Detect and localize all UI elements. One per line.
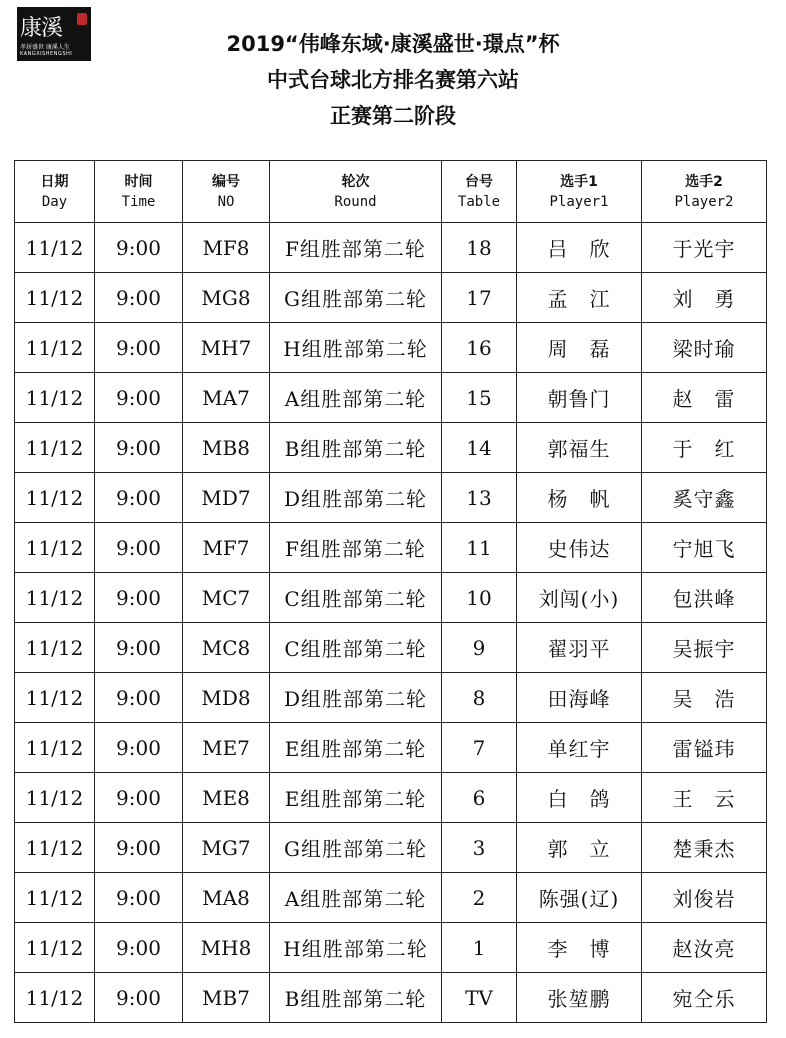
match-no-cell: MB8 — [183, 423, 270, 473]
time-cell: 9:00 — [95, 973, 183, 1023]
table-no-cell: 8 — [442, 673, 517, 723]
player2-cell: 吴振宇 — [642, 623, 767, 673]
player2-cell: 梁时瑜 — [642, 323, 767, 373]
column-header-zh: 台号 — [465, 173, 493, 190]
time-cell: 9:00 — [95, 223, 183, 273]
round-cell: F组胜部第二轮 — [270, 523, 442, 573]
day-cell: 11/12 — [15, 873, 95, 923]
player1-cell: 吕 欣 — [517, 223, 642, 273]
table-row — [15, 973, 767, 1023]
time-cell: 9:00 — [95, 673, 183, 723]
time-cell: 9:00 — [95, 373, 183, 423]
player1-cell: 陈强(辽) — [517, 873, 642, 923]
column-header-en: Time — [121, 193, 156, 210]
table-no-cell: 2 — [442, 873, 517, 923]
day-cell: 11/12 — [15, 723, 95, 773]
time-cell: 9:00 — [95, 323, 183, 373]
player1-cell: 郭福生 — [517, 423, 642, 473]
player1-cell: 单红宇 — [517, 723, 642, 773]
table-no-cell: 1 — [442, 923, 517, 973]
time-cell: 9:00 — [95, 523, 183, 573]
day-cell: 11/12 — [15, 223, 95, 273]
column-header-zh: 轮次 — [341, 173, 370, 190]
table-no-cell: TV — [442, 973, 517, 1023]
player2-cell: 赵汝亮 — [642, 923, 767, 973]
title-line-2: 中式台球北方排名赛第六站 — [267, 68, 519, 92]
column-header — [442, 161, 517, 223]
column-header — [15, 161, 95, 223]
match-no-cell: MA7 — [183, 373, 270, 423]
logo-main-text: 康溪 — [20, 16, 63, 41]
column-header-zh: 日期 — [40, 173, 69, 190]
column-header-zh: 选手2 — [685, 173, 723, 190]
logo-seal — [77, 13, 87, 25]
table-row — [15, 723, 767, 773]
match-no-cell: ME7 — [183, 723, 270, 773]
table-no-cell: 3 — [442, 823, 517, 873]
day-cell: 11/12 — [15, 523, 95, 573]
table-row — [15, 673, 767, 723]
schedule-table — [14, 160, 767, 1023]
table-row — [15, 523, 767, 573]
column-header-en: Day — [41, 193, 68, 210]
table-no-cell: 13 — [442, 473, 517, 523]
match-no-cell: MG7 — [183, 823, 270, 873]
round-cell: D组胜部第二轮 — [270, 673, 442, 723]
player1-cell: 周 磊 — [517, 323, 642, 373]
table-row — [15, 223, 767, 273]
round-cell: F组胜部第二轮 — [270, 223, 442, 273]
player1-cell: 李 博 — [517, 923, 642, 973]
column-header-en: NO — [217, 193, 235, 210]
column-header — [95, 161, 183, 223]
time-cell: 9:00 — [95, 923, 183, 973]
time-cell: 9:00 — [95, 823, 183, 873]
table-row — [15, 923, 767, 973]
column-header-en: Player2 — [674, 193, 734, 210]
table-no-cell: 16 — [442, 323, 517, 373]
document-title — [0, 26, 786, 134]
player2-cell: 吴 浩 — [642, 673, 767, 723]
day-cell: 11/12 — [15, 473, 95, 523]
table-header-row — [15, 161, 767, 223]
logo-pinyin: KANGXISHENGSHI — [20, 51, 73, 57]
player1-cell: 刘闯(小) — [517, 573, 642, 623]
day-cell: 11/12 — [15, 923, 95, 973]
column-header-en: Round — [334, 193, 377, 210]
match-no-cell: MH7 — [183, 323, 270, 373]
column-header-zh: 时间 — [124, 173, 153, 190]
player2-cell: 王 云 — [642, 773, 767, 823]
round-cell: D组胜部第二轮 — [270, 473, 442, 523]
table-row — [15, 623, 767, 673]
time-cell: 9:00 — [95, 723, 183, 773]
table-row — [15, 773, 767, 823]
column-header — [517, 161, 642, 223]
round-cell: H组胜部第二轮 — [270, 323, 442, 373]
table-no-cell: 7 — [442, 723, 517, 773]
day-cell: 11/12 — [15, 823, 95, 873]
column-header-en: Table — [457, 193, 501, 210]
player2-cell: 刘俊岩 — [642, 873, 767, 923]
player2-cell: 楚秉杰 — [642, 823, 767, 873]
table-row — [15, 473, 767, 523]
round-cell: B组胜部第二轮 — [270, 973, 442, 1023]
time-cell: 9:00 — [95, 623, 183, 673]
player2-cell: 奚守鑫 — [642, 473, 767, 523]
table-no-cell: 10 — [442, 573, 517, 623]
table-no-cell: 15 — [442, 373, 517, 423]
player1-cell: 白 鸽 — [517, 773, 642, 823]
player2-cell: 于光宇 — [642, 223, 767, 273]
match-no-cell: MG8 — [183, 273, 270, 323]
round-cell: C组胜部第二轮 — [270, 623, 442, 673]
round-cell: C组胜部第二轮 — [270, 573, 442, 623]
day-cell: 11/12 — [15, 673, 95, 723]
table-row — [15, 573, 767, 623]
player1-cell: 朝鲁门 — [517, 373, 642, 423]
player2-cell: 赵 雷 — [642, 373, 767, 423]
player2-cell: 包洪峰 — [642, 573, 767, 623]
table-no-cell: 17 — [442, 273, 517, 323]
day-cell: 11/12 — [15, 273, 95, 323]
table-row — [15, 873, 767, 923]
player1-cell: 史伟达 — [517, 523, 642, 573]
match-no-cell: MH8 — [183, 923, 270, 973]
day-cell: 11/12 — [15, 323, 95, 373]
player1-cell: 田海峰 — [517, 673, 642, 723]
round-cell: B组胜部第二轮 — [270, 423, 442, 473]
day-cell: 11/12 — [15, 973, 95, 1023]
column-header-en: Player1 — [549, 193, 609, 210]
column-header — [642, 161, 767, 223]
player1-cell: 翟羽平 — [517, 623, 642, 673]
table-row — [15, 423, 767, 473]
match-no-cell: MC7 — [183, 573, 270, 623]
match-no-cell: MD7 — [183, 473, 270, 523]
table-row — [15, 273, 767, 323]
round-cell: H组胜部第二轮 — [270, 923, 442, 973]
player1-cell: 张堃鹏 — [517, 973, 642, 1023]
player2-cell: 刘 勇 — [642, 273, 767, 323]
player2-cell: 于 红 — [642, 423, 767, 473]
time-cell: 9:00 — [95, 873, 183, 923]
table-row — [15, 323, 767, 373]
day-cell: 11/12 — [15, 373, 95, 423]
column-header — [183, 161, 270, 223]
round-cell: A组胜部第二轮 — [270, 873, 442, 923]
match-no-cell: MF7 — [183, 523, 270, 573]
title-line-1: 2019“伟峰东域·康溪盛世·璟点”杯 — [226, 32, 560, 56]
match-no-cell: MD8 — [183, 673, 270, 723]
table-no-cell: 18 — [442, 223, 517, 273]
round-cell: E组胜部第二轮 — [270, 723, 442, 773]
column-header-zh: 编号 — [212, 173, 240, 190]
time-cell: 9:00 — [95, 773, 183, 823]
table-no-cell: 9 — [442, 623, 517, 673]
day-cell: 11/12 — [15, 423, 95, 473]
match-no-cell: MB7 — [183, 973, 270, 1023]
day-cell: 11/12 — [15, 773, 95, 823]
round-cell: E组胜部第二轮 — [270, 773, 442, 823]
match-no-cell: ME8 — [183, 773, 270, 823]
table-no-cell: 11 — [442, 523, 517, 573]
logo-slogan: 孝居盛世 康溪人生 — [20, 44, 70, 51]
player2-cell: 宛仝乐 — [642, 973, 767, 1023]
player2-cell: 雷镒玮 — [642, 723, 767, 773]
match-no-cell: MA8 — [183, 873, 270, 923]
player1-cell: 孟 江 — [517, 273, 642, 323]
match-no-cell: MF8 — [183, 223, 270, 273]
day-cell: 11/12 — [15, 573, 95, 623]
table-row — [15, 373, 767, 423]
time-cell: 9:00 — [95, 273, 183, 323]
table-row — [15, 823, 767, 873]
round-cell: A组胜部第二轮 — [270, 373, 442, 423]
player1-cell: 郭 立 — [517, 823, 642, 873]
day-cell: 11/12 — [15, 623, 95, 673]
time-cell: 9:00 — [95, 573, 183, 623]
time-cell: 9:00 — [95, 423, 183, 473]
column-header-zh: 选手1 — [560, 173, 598, 190]
time-cell: 9:00 — [95, 473, 183, 523]
table-body — [15, 223, 767, 1023]
player2-cell: 宁旭飞 — [642, 523, 767, 573]
match-no-cell: MC8 — [183, 623, 270, 673]
table-no-cell: 14 — [442, 423, 517, 473]
table-no-cell: 6 — [442, 773, 517, 823]
title-line-3: 正赛第二阶段 — [330, 104, 456, 128]
round-cell: G组胜部第二轮 — [270, 273, 442, 323]
player1-cell: 杨 帆 — [517, 473, 642, 523]
round-cell: G组胜部第二轮 — [270, 823, 442, 873]
column-header — [270, 161, 442, 223]
